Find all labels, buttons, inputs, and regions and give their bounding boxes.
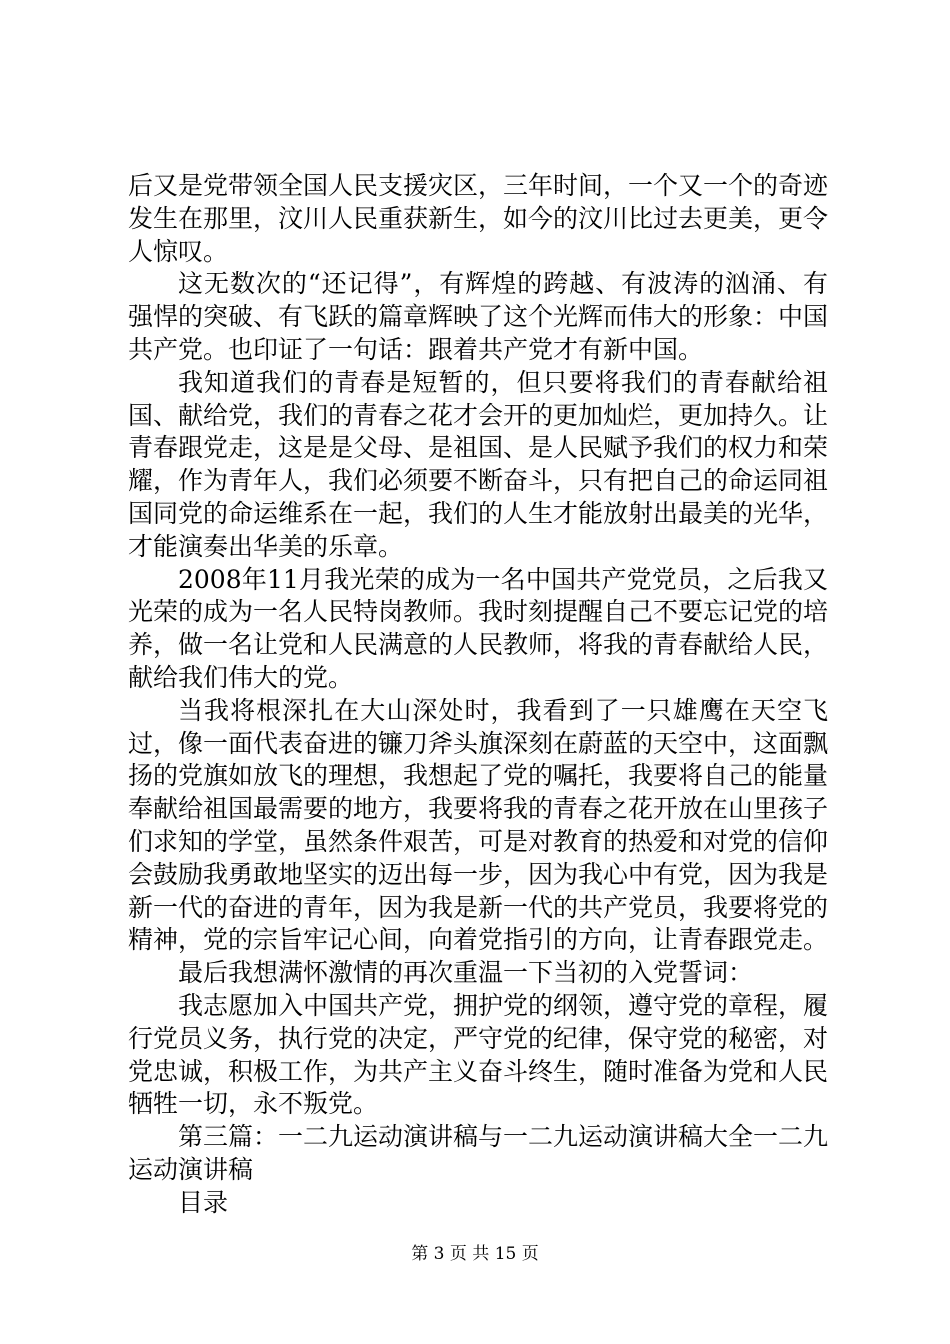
paragraph-6: 最后我想满怀激情的再次重温一下当初的入党誓词：: [178, 958, 754, 988]
paragraph-5: 当我将根深扎在大山深处时，我看到了一只雄鹰在天空飞过，像一面代表奋进的镰刀斧头旗深刻在蔚蓝的天空中，这面飘扬的党旗如放飞的理想，我想起了党的嘱托，我要将自己的能量奉献给祖国最需要的地方，我要将我的青春之花开放在山里孩子们求知的学堂，虽然条件艰苦，可是对教育的热爱和对党的信仰会鼓励我勇敢地坚实的迈出每一步，因为我心中有党，因为我是新一代的奋进的青年，因为我是新一代的共产党员，我要将党的精神，党的宗旨牢记心间，向着党指引的方向，让青春跟党走。: [128, 695, 829, 955]
page-footer: 第 3 页 共 15 页: [411, 1244, 539, 1264]
paragraph-2: 这无数次的“还记得”，有辉煌的跨越、有波涛的汹涌、有强悍的突破、有飞跃的篇章辉映了这个光辉而伟大的形象：中国共产党。也印证了一句话：跟着共产党才有新中国。: [128, 269, 829, 364]
paragraph-3: 我知道我们的青春是短暂的，但只要将我们的青春献给祖国、献给党，我们的青春之花才会开的更加灿烂，更加持久。让青春跟党走，这是是父母、是祖国、是人民赋予我们的权力和荣耀，作为青年人，我们必须要不断奋斗，只有把自己的命运同祖国同党的命运维系在一起，我们的人生才能放射出最美的光华，才能演奏出华美的乐章。: [128, 367, 829, 561]
paragraph-1: 后又是党带领全国人民支援灾区，三年时间，一个又一个的奇迹发生在那里，汶川人民重获新生，如今的汶川比过去更美，更令人惊叹。: [128, 171, 829, 266]
section-heading: 第三篇：一二九运动演讲稿与一二九运动演讲稿大全一二九运动演讲稿: [128, 1122, 829, 1184]
paragraph-4: 2008年11月我光荣的成为一名中国共产党党员，之后我又光荣的成为一名人民特岗教师。我时刻提醒自己不要忘记党的培养，做一名让党和人民满意的人民教师，将我的青春献给人民，献给我们伟大的党。: [128, 564, 829, 692]
table-of-contents-label: 目录: [178, 1187, 229, 1217]
paragraph-7: 我志愿加入中国共产党，拥护党的纲领，遵守党的章程，履行党员义务，执行党的决定，严守党的纪律，保守党的秘密，对党忠诚，积极工作，为共产主义奋斗终生，随时准备为党和人民牺牲一切，永不叛党。: [128, 990, 829, 1119]
document-body: [128, 170, 828, 1220]
